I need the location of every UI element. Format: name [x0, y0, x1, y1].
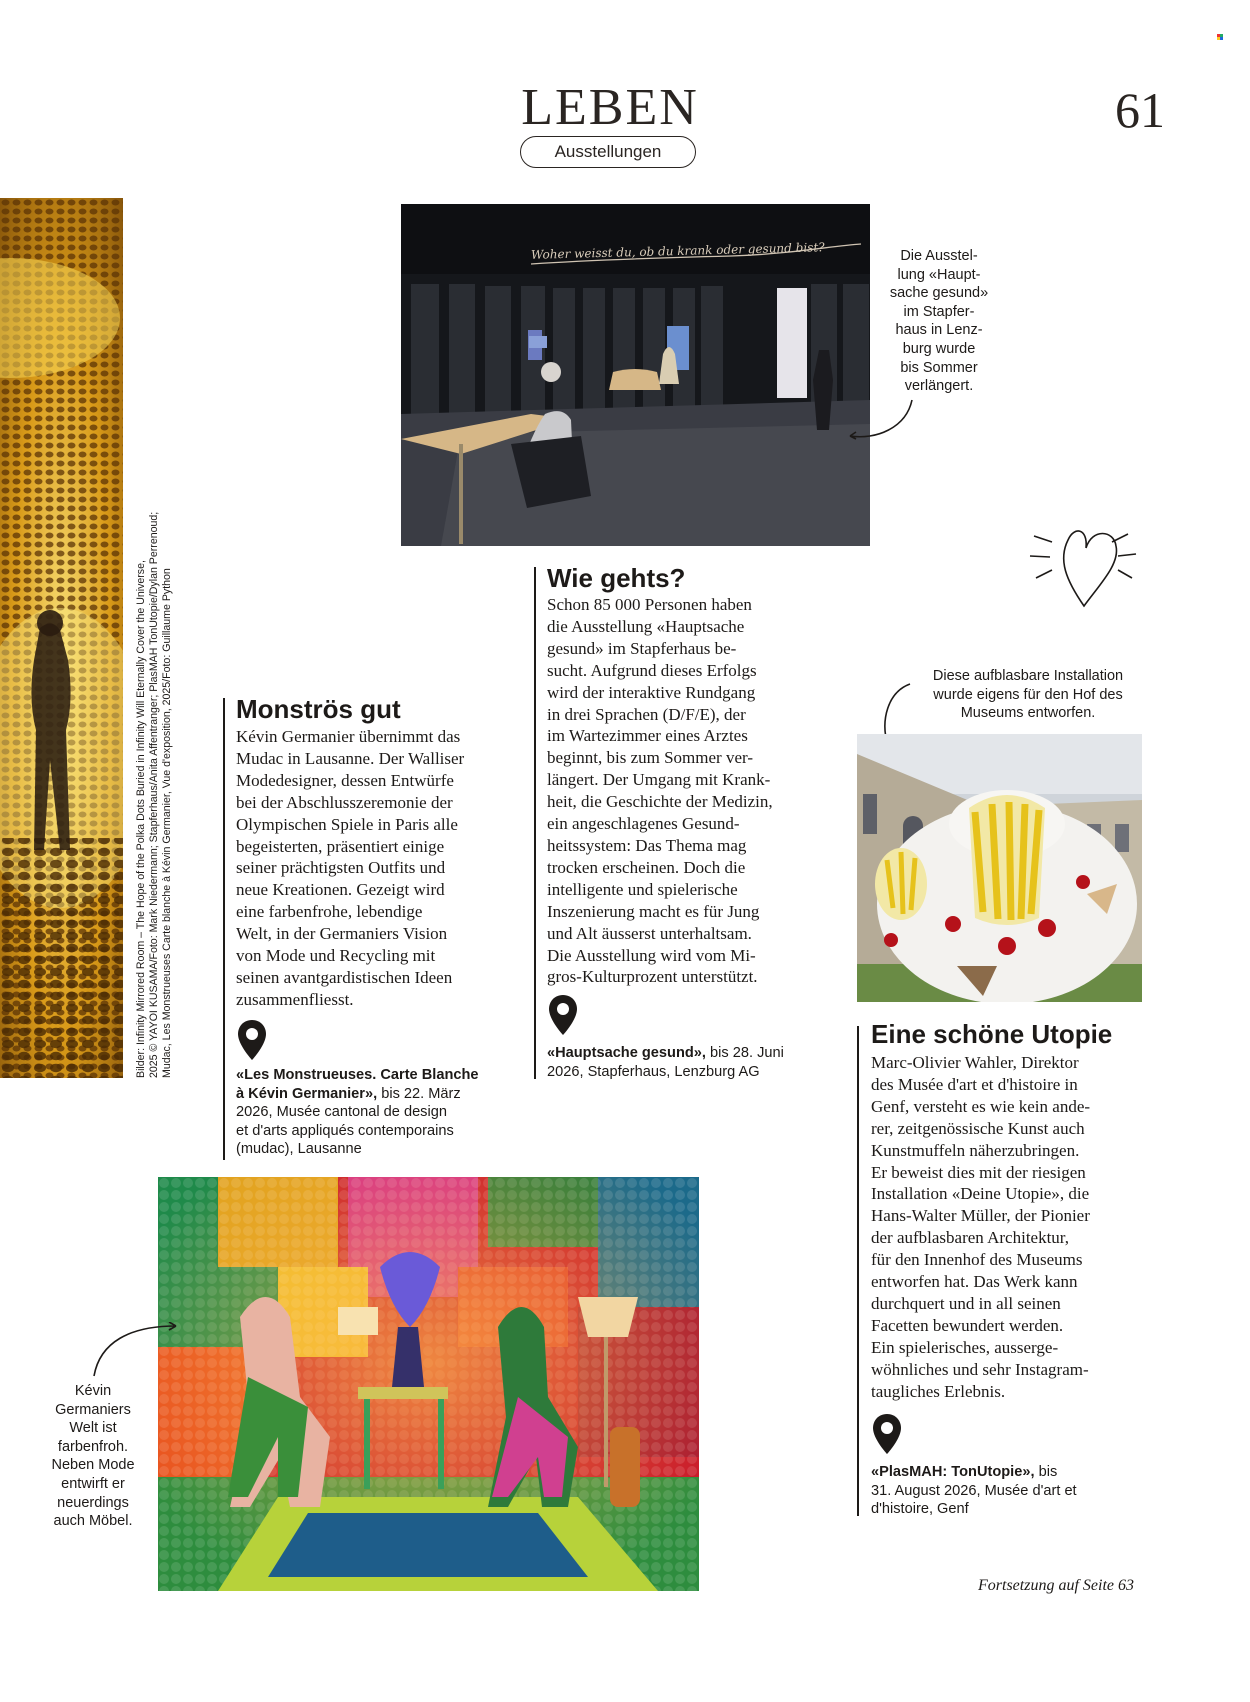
credit-line: 2025 © YAYOI KUSAMA/Foto: Mark Niedermann; Stapferhaus/Anita Affentranger; PlasMAH TonUtopie/Dylan Perrenoud; [148, 511, 160, 1078]
caption-arrow [90, 1322, 180, 1378]
exhibition-info-hauptsache [547, 1044, 827, 1081]
section-title: LEBEN [521, 79, 699, 136]
column-rule [223, 698, 225, 1160]
info-details: bis 22. März 2026, Musée cantonal de design et d'arts appliqués contemporains (mudac), Lausanne [236, 1085, 461, 1158]
photo-credits [135, 512, 174, 1078]
location-pin-icon [871, 1412, 903, 1456]
germanier-mosaic-room-photo [158, 1177, 699, 1591]
heart-doodle-icon [1022, 522, 1146, 616]
column-rule [857, 1026, 859, 1516]
stapferhaus-exhibition-photo [401, 204, 870, 546]
info-title: «Hauptsache gesund», [547, 1045, 706, 1061]
location-pin-icon [236, 1018, 268, 1062]
location-pin-icon [547, 993, 579, 1037]
subsection-pill: Ausstellungen [520, 136, 696, 168]
caption-stapferhaus: Die Ausstel- lung «Haupt- sache gesund» im Stapfer- haus in Lenz- burg wurde bis Sommer verlängert. [889, 248, 989, 395]
credit-line: Mudac, Les Monstrueuses Carte blanche à Kévin Germanier, Vue d'exposition, 2025/Foto: Guillaume Python [161, 568, 173, 1078]
page-number: 61 [1115, 82, 1165, 138]
article-body-monstros: Kévin Germanier übernimmt das Mudac in Lausanne. Der Walliser Modedesigner, dessen Entwürfe bei der Abschlusszeremonie der Olympischen Spiele in Paris alle begeisterten, präsentiert einige seiner prächtigsten Outfits und neue Kreationen. Gezeigt wird eine farbenfrohe, lebendige Welt, in der Germaniers Vision von Mode und Recycling mit seinen avantgardistischen Ideen zusammenfliesst. [236, 727, 465, 1009]
color-registration-mark [1217, 34, 1223, 40]
caption-arrow [846, 398, 916, 446]
article-body-utopie: Marc-Olivier Wahler, Direktor des Musée d'art et d'histoire in Genf, versteht es wie kein ande- rer, zeitgenössische Kunst auch Kunstmuffeln näherzubringen. Er beweist dies mit der riesigen Installation «Deine Utopie», die Hans-Walter Müller, der Pionier der aufblasbaren Architektur, für den Innenhof des Museums entworfen hat. Das Werk kann durchquert und in all seinen Facetten bewundert werden. Ein spielerisches, ausserge- wöhnliches und sehr Instagram- taugliches Erlebnis. [871, 1053, 1091, 1401]
info-details: bis 28. Juni 2026, Stapferhaus, Lenzburg AG [547, 1045, 784, 1080]
article-body-wie-gehts: Schon 85 000 Personen haben die Ausstellung «Hauptsache gesund» im Stapferhaus be- sucht. Aufgrund dieses Erfolgs wird der interaktive Rundgang in drei Sprachen (D/F/E), der im Wartezimmer eines Arztes beginnt, bis zum Sommer ver- längert. Der Umgang mit Krank- heit, die Geschichte der Medizin, ein angeschlagenes Gesund- heitssystem: Das Thema mag trocken erscheinen. Doch die intelligente und spielerische Inszenierung macht es für Jung und Alt äusserst unterhaltsam. Die Ausstellung wird vom Mi- gros-Kulturprozent unterstützt. [547, 595, 773, 987]
exhibition-info-monstrueuses [236, 1066, 526, 1159]
kusama-infinity-room-photo [0, 198, 123, 1078]
info-details: bis 31. August 2026, Musée d'art et d'histoire, Genf [871, 1464, 1077, 1518]
credit-line: Bilder: Infinity Mirrored Room – The Hope of the Polka Dots Buried in Infinity Will Eternally Cover the Universe, [135, 560, 147, 1078]
article-headline-monstros: Monströs gut [236, 694, 401, 724]
photo-sign-text: Woher weisst du, ob du krank oder gesund bist? [530, 240, 825, 262]
info-title: «Les Monstrueuses. Carte Blanche à Kévin Germanier», [236, 1067, 479, 1102]
caption-inflatable: Diese aufblasbare Installation wurde eigens für den Hof des Museums entworfen. [932, 668, 1124, 722]
continuation-note: Fortsetzung auf Seite 63 [978, 1577, 1134, 1594]
info-title: «PlasMAH: TonUtopie», [871, 1464, 1035, 1480]
article-headline-wie-gehts: Wie gehts? [547, 563, 686, 593]
exhibition-info-plasmah [871, 1463, 1131, 1519]
column-rule [534, 567, 536, 1079]
article-headline-utopie: Eine schöne Utopie [871, 1019, 1113, 1049]
inflatable-installation-photo [857, 734, 1142, 1002]
caption-germanier: Kévin Germaniers Welt ist farbenfroh. Neben Mode entwirft er neuerdings auch Möbel. [51, 1383, 135, 1530]
